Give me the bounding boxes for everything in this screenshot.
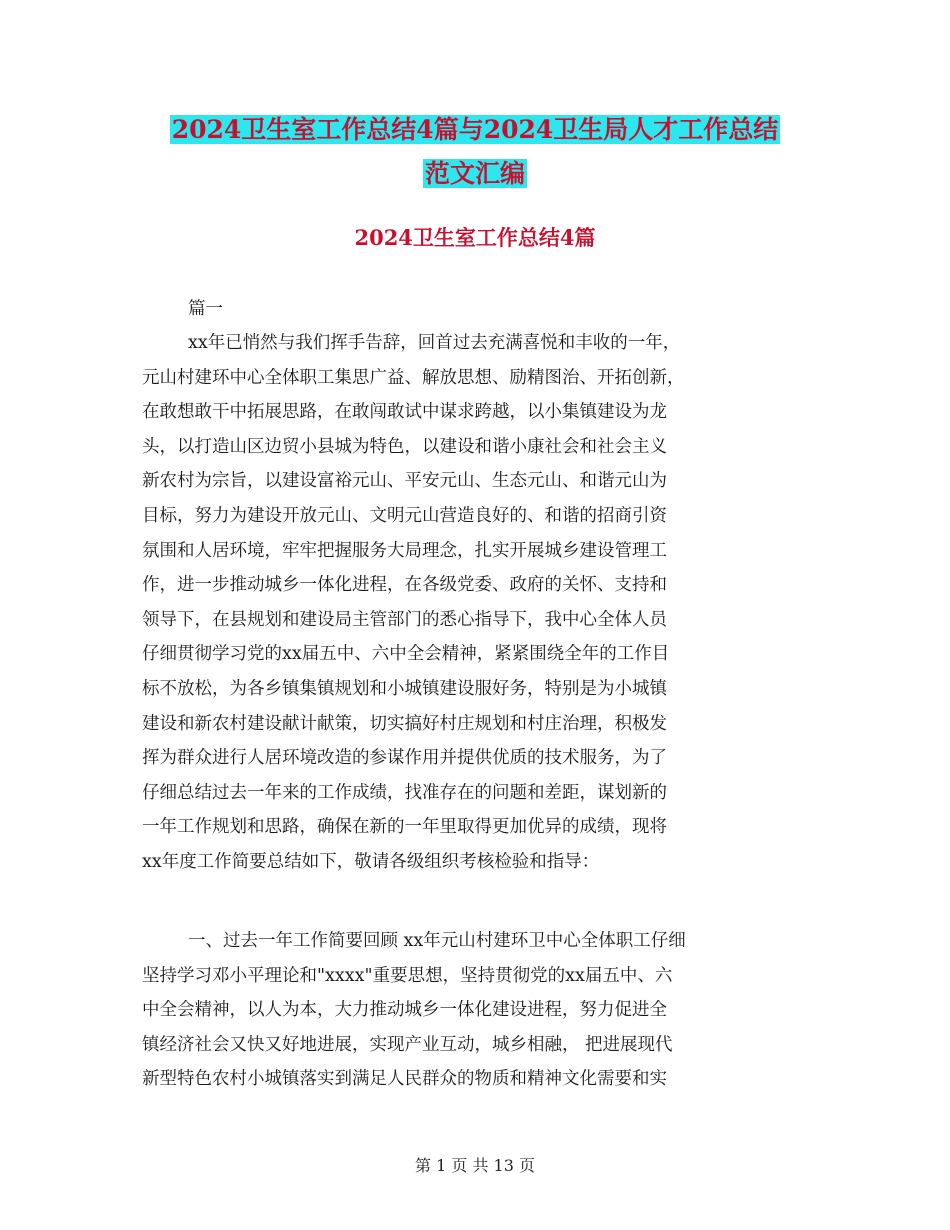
paragraph-line: xx年已悄然与我们挥手告辞，回首过去充满喜悦和丰收的一年， <box>188 333 681 353</box>
paragraph-line: 仔细贯彻学习党的xx届五中、六中全会精神，紧紧围绕全年的工作目 <box>142 644 670 665</box>
page-footer <box>0 1153 950 1176</box>
paragraph-line: 标不放松，为各乡镇集镇规划和小城镇建设服好务，特别是为小城镇 <box>142 678 667 699</box>
paragraph-line: 一年工作规划和思路，确保在新的一年里取得更加优异的成绩，现将 <box>142 817 667 838</box>
paragraph-line: 挥为群众进行人居环境改造的参谋作用并提供优质的技术服务，为了 <box>142 748 667 769</box>
document-title-line-1 <box>0 110 950 150</box>
paragraph-line: 领导下，在县规划和建设局主管部门的悉心指导下，我中心全体人员 <box>142 609 667 630</box>
paragraph-line: 一、过去一年工作简要回顾 xx年元山村建环卫中心全体职工仔细 <box>188 931 686 951</box>
document-title-text-2: 范文汇编 <box>424 159 525 188</box>
paragraph-line: 氛围和人居环境，牢牢把握服务大局理念，扎实开展城乡建设管理工 <box>142 540 667 561</box>
paragraph-line: 新型特色农村小城镇落实到满足人民群众的物质和精神文化需要和实 <box>142 1069 667 1090</box>
paragraph-line: 元山村建环中心全体职工集思广益、解放思想、励精图治、开拓创新， <box>142 367 685 388</box>
paragraph-line: 头，以打造山区边贸小县城为特色，以建设和谐小康社会和社会主义 <box>142 436 667 457</box>
paragraph-1 <box>142 326 802 880</box>
paragraph-line: 仔细总结过去一年来的工作成绩，找准存在的问题和差距，谋划新的 <box>142 782 667 803</box>
paragraph-line: 在敢想敢干中拓展思路，在敢闯敢试中谋求跨越，以小集镇建设为龙 <box>142 402 667 423</box>
paragraph-line: 新农村为宗旨，以建设富裕元山、平安元山、生态元山、和谐元山为 <box>142 471 667 492</box>
paragraph-line: 中全会精神，以人为本，大力推动城乡一体化建设进程，努力促进全 <box>142 1000 667 1021</box>
paragraph-line: 目标，努力为建设开放元山、文明元山营造良好的、和谐的招商引资 <box>142 505 667 526</box>
paragraph-line: 坚持学习邓小平理论和"xxxx"重要思想，坚持贯彻党的xx届五中、六 <box>142 965 673 986</box>
page-indicator: 第 1 页 共 13 页 <box>415 1156 535 1175</box>
section-title: 2024卫生室工作总结4篇 <box>354 225 596 250</box>
paragraph-line: 建设和新农村建设献计献策，切实搞好村庄规划和村庄治理，积极发 <box>142 713 667 734</box>
paragraph-line: 镇经济社会又快又好地进展，实现产业互动，城乡相融， 把进展现代 <box>142 1034 673 1055</box>
document-title-text-1: 2024卫生室工作总结4篇与2024卫生局人才工作总结 <box>171 115 779 144</box>
paragraph-2 <box>142 924 802 1097</box>
part-label: 篇一 <box>188 299 223 319</box>
paragraph-line: 作，进一步推动城乡一体化进程，在各级党委、政府的关怀、支持和 <box>142 575 667 596</box>
document-title-line-2 <box>0 154 950 194</box>
paragraph-line: xx年度工作简要总结如下，敬请各级组织考核检验和指导： <box>142 851 600 872</box>
